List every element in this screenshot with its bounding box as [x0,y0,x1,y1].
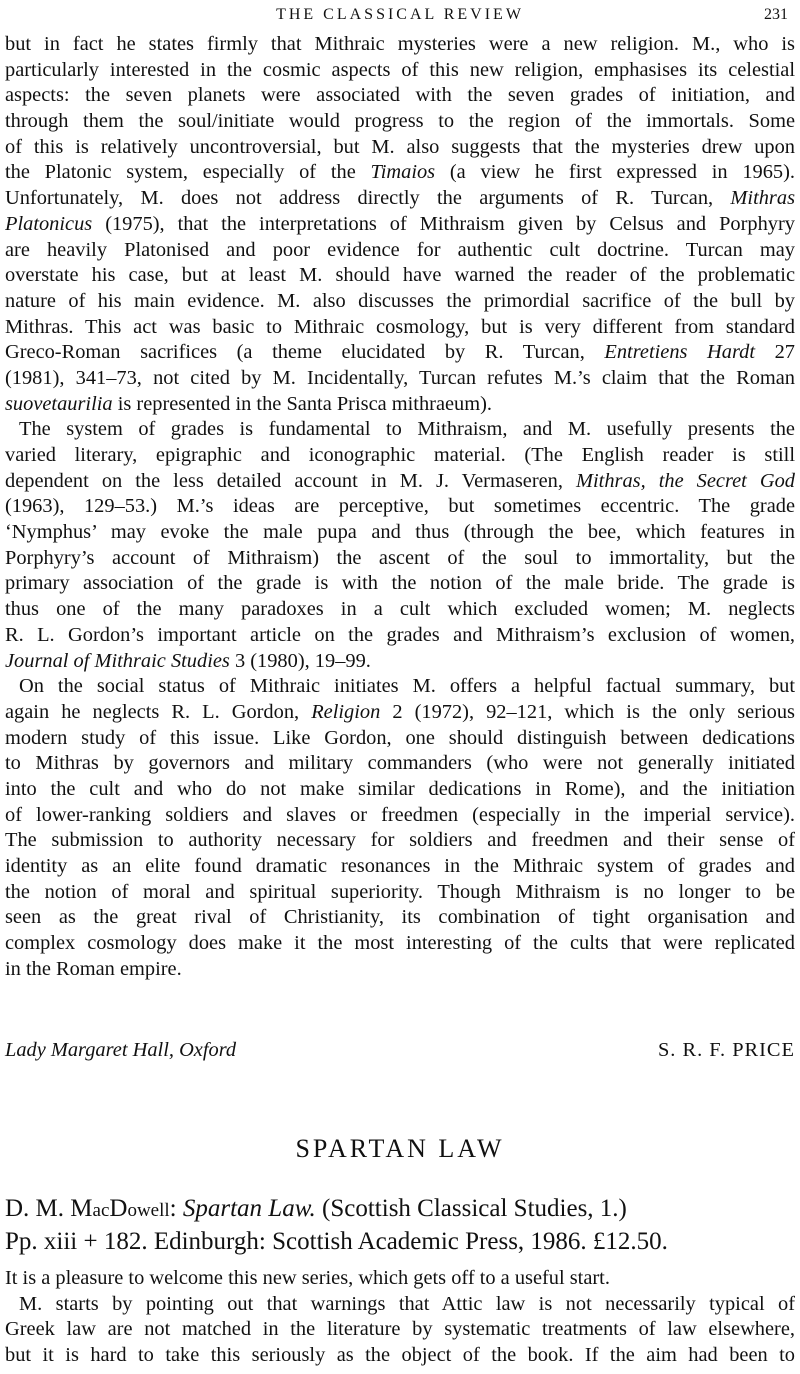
text-line: seen as the great rival of Christianity, its combination of tight organisation and [5,906,795,929]
text-span: the Platonic system, especially of the [5,161,371,184]
text-line [5,340,795,366]
text-line [5,186,795,212]
text-line: of this is relatively uncontroversial, but M. also suggests that the mysteries drew upon [5,135,795,158]
text-line: (1963), 129–53.) M.’s ideas are perceptive, but sometimes eccentric. The grade [5,495,795,518]
citation-series: (Scottish Classical Studies, 1.) [322,1195,627,1222]
running-head [0,4,800,26]
text-line: Greek law are not matched in the literature by systematic treatments of law elsewhere, [5,1318,795,1341]
text-span: (1975), that the interpretations of Mithraism given by Celsus and Porphyry [92,212,795,235]
text-line: varied literary, epigraphic and iconographic material. (The English reader is still [5,444,795,466]
text-line: to Mithras by governors and military commanders (who were not generally initiated [5,752,795,775]
author-part: : [169,1195,177,1222]
text-line [5,469,795,495]
text-line: of lower-ranking soldiers and slaves or freedmen (especially in the imperial service). [5,803,795,826]
author-part: D [109,1195,128,1222]
text-line [5,392,795,418]
text-line: but in fact he states firmly that Mithraic mysteries were a new religion. M., who is [5,33,795,55]
italic-title: Journal of Mithraic Studies [5,649,230,672]
text-line [5,649,795,675]
text-line: thus one of the many paradoxes in a cult which excluded women; M. neglects [5,598,795,621]
text-line: nature of his main evidence. M. also discusses the primordial sacrifice of the bull by [5,289,795,312]
text-span: Unfortunately, M. does not address directly the arguments of R. Turcan, [5,187,731,210]
author-part: owell [127,1200,170,1221]
review-signature [5,1036,795,1064]
text-line: particularly interested in the cosmic aspects of this new religion, emphasises its celestial [5,58,795,81]
citation-line-2: Pp. xiii + 182. Edinburgh: Scottish Academic Press, 1986. £12.50. [5,1228,668,1255]
review-body-spartan-law [5,1266,795,1369]
text-line: The system of grades is fundamental to Mithraism, and M. usefully presents the [19,418,795,441]
citation-title: Spartan Law. [182,1195,316,1222]
reviewer-name: S. R. F. PRICE [657,1039,795,1061]
italic-title: Platonicus [5,212,93,235]
text-line: On the social status of Mithraic initiates M. offers a helpful factual summary, but [19,675,795,698]
italic-title: Entretiens Hardt [604,341,756,364]
italic-title: Religion [311,700,381,723]
text-line: (1981), 341–73, not cited by M. Incidentally, Turcan refutes M.’s claim that the Roman [5,366,795,389]
text-line [5,212,795,238]
text-span: 2 (1972), 92–121, which is the only serious [380,700,795,723]
text-line: ‘Nymphus’ may evoke the male pupa and thus (through the bee, which features in [5,521,795,544]
text-span: again he neglects R. L. Gordon, [5,700,312,723]
text-line: aspects: the seven planets were associated with the seven grades of initiation, and [5,84,795,107]
section-heading: SPARTAN LAW [295,1134,505,1163]
text-line: in the Roman empire. [5,957,182,980]
italic-title: Mithras, the Secret God [576,469,795,492]
text-line: modern study of this issue. Like Gordon, one should distinguish between dedications [5,726,795,749]
text-line: overstate his case, but at least M. should have warned the reader of the problematic [5,264,795,287]
text-line: R. L. Gordon’s important article on the grades and Mithraism’s exclusion of women, [5,623,795,646]
text-line [5,160,795,186]
text-span: 3 (1980), 19–99. [229,649,371,672]
author-part: D. M. M [5,1195,93,1222]
text-line: identity as an elite found dramatic resonances in the Mithraic system of grades and [5,855,795,877]
text-line: It is a pleasure to welcome this new series, which gets off to a useful start. [5,1267,610,1289]
text-span: (a view he first expressed in 1965). [435,161,795,184]
text-line: through them the soul/initiate would progress to the region of the immortals. Some [5,110,795,133]
text-span: is represented in the Santa Prisca mithraeum). [112,392,492,415]
text-span: Greco-Roman sacrifices (a theme elucidated by R. Turcan, [5,341,605,364]
text-line: complex cosmology does make it the most interesting of the cults that were replicated [5,932,795,955]
text-line: are heavily Platonised and poor evidence for authentic cult doctrine. Turcan may [5,238,795,261]
page-number: 231 [764,6,788,23]
author-part: ac [92,1200,110,1221]
text-line: Porphyry’s account of Mithraism) the ascent of the soul to immortality, but the [5,546,795,569]
journal-title: THE CLASSICAL REVIEW [276,6,524,23]
reviewer-affiliation: Lady Margaret Hall, Oxford [5,1039,237,1061]
text-line: The submission to authority necessary for soldiers and freedmen and their sense of [5,829,795,852]
text-line: but it is hard to take this seriously as the object of the book. If the aim had been to [5,1344,795,1367]
italic-title: Timaios [370,161,436,184]
italic-title: Mithras [730,187,795,210]
citation-line-1 [5,1192,795,1225]
text-line: the notion of moral and spiritual superiority. Though Mithraism is no longer to be [5,880,795,903]
text-line [5,700,795,726]
text-line: into the cult and who do not make similar dedications in Rome), and the initiation [5,777,795,800]
text-line: M. starts by pointing out that warnings that Attic law is not necessarily typical of [19,1292,795,1315]
book-citation [5,1192,795,1258]
text-span: dependent on the less detailed account in M. J. Vermaseren, [5,469,577,492]
review-body-mithraism [5,32,795,982]
text-line: primary association of the grade is with the notion of the male bride. The grade is [5,572,795,595]
citation-author [5,1195,177,1222]
text-line: Mithras. This act was basic to Mithraic cosmology, but is very different from standard [5,315,795,338]
italic-term: suovetaurilia [5,392,113,415]
text-span: 27 [755,341,795,364]
